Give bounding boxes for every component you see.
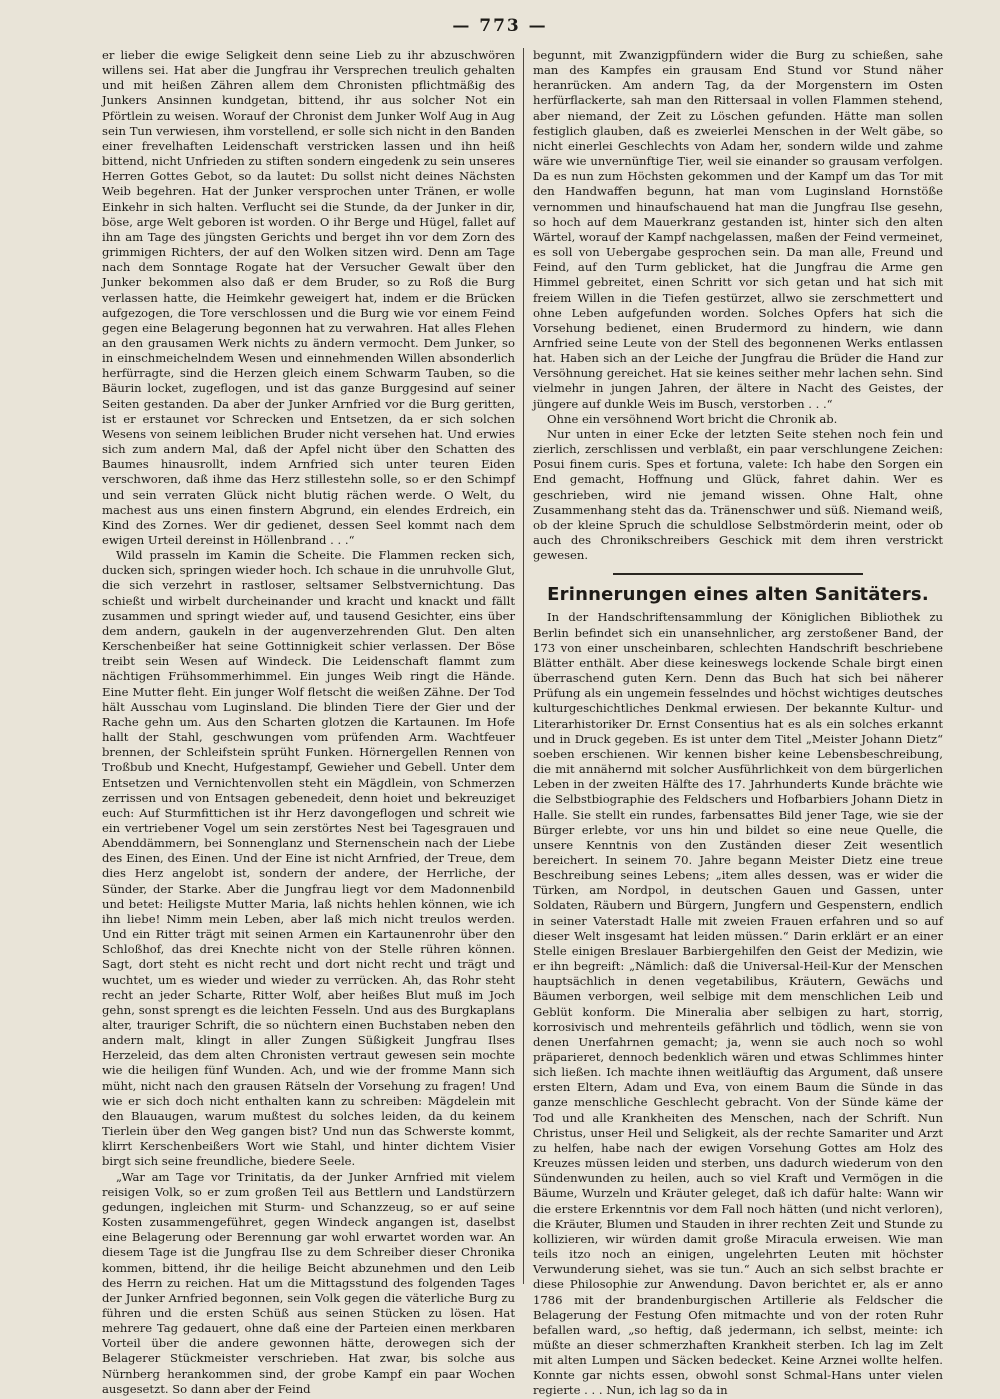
paragraph: In der Handschriftensammlung der Königlichen Bibliothek zu Berlin befindet sich ein unansehnlicher, arg zerstoßener Band, der 173 von einer unscheinbaren, schlechten Handschrift beschriebene Blätter enthält. Aber diese keineswegs lockende Schale birgt einen überraschend guten Kern. Denn das Buch hat sich bei näherer Prüfung als ein ungemein fesselndes und höchst wichtiges deutsches kulturgeschichtliches Denkmal erwiesen. Der bekannte Kultur- und Literarhistoriker Dr. Ernst Consentius hat es als ein solches erkannt und in Druck gegeben. Es ist unter dem Titel „Meister Johann Dietz“ soeben erschienen. Wir kennen bisher keine Lebensbeschreibung, die mit annähernd mit solcher Ausführlichkeit von dem bürgerlichen Leben in der zweiten Hälfte des 17. Jahrhunderts Kunde brächte wie die Selbstbiographie des Feldschers und Hofbarbiers Johann Dietz in Halle. Sie stellt ein rundes, farbensattes Bild jener Tage, wie sie der Bürger erlebte, vor uns hin und bildet so eine neue Quelle, die unsere Kenntnis von den Zuständen dieser Zeit wesentlich bereichert. In seinem 70. Jahre begann Meister Dietz eine treue Beschreibung seines Lebens; „item alles dessen, was er wider die Türken, am Nordpol, in deutschen Gauen und Gassen, unter Soldaten, Räubern und Bürgern, Jungfern und Gespenstern, endlich in seiner Vaterstadt Halle mit zweien Frauen erfahren und so auf dieser Welt insgesamt hat leiden müssen.“ Darin erklärt er an einer Stelle einigen Breslauer Barbiergehilfen den Geist der Medizin, wie er ihn begreift: „Nämlich: daß die Universal-Heil-Kur der Menschen hauptsächlich in denen vegetabilibus, Kräutern, Gewächs und Bäumen verborgen, weil selbige mit dem menschlichen Leib und Geblüt konform. Die Mineralia aber selbigen zu hart, storrig, korrosivisch und mehrenteils gefährlich und tödlich, wenn sie von denen Unerfahrnen gemacht; ja, wenn sie auch noch so wohl präparieret, dennoch bedenklich wären und etwas Schlimmes hinter sich ließen. Ich machte ihnen weitläuftig das Argument, daß unsere ersten Eltern, Adam und Eva, von einem Baum die Sünde in das ganze menschliche Geschlecht gebracht. Von der Sünde käme der Tod und alle Krankheiten des Menschen, nach der Schrift. Nun Christus, unser Heil und Seligkeit, als der rechte Samariter und Arzt zu helfen, habe nach der ewigen Vorsehung Gottes am Holz des Kreuzes müssen leiden und sterben, uns dadurch wiederum von den Sündenwunden zu heilen, auch so viel Kraft und Vermögen in die Bäume, Wurzeln und Kräuter geleget, daß ich dafür halte: Wann wir die erstere Erkenntnis vor dem Fall noch hätten (und nicht verloren), die Kräuter, Blumen und Stauden in ihrer rechten Zeit und Stunde zu kollizieren, wir würden damit große Miracula erweisen. Wie man teils itzo noch an einigen, ungelehrten Leuten mit höchster Verwunderung siehet, was sie tun.“ Auch an sich selbst brachte er diese Philosophie zur Anwendung. Davon berichtet er, als er anno 1786 mit der brandenburgischen Artillerie als Feldscher die Belagerung der Festung Ofen mitmachte und von der roten Ruhr befallen ward, „so heftig, daß jedermann, ich selbst, meinte: ich müßte an dieser schmerzhaften Krankheit sterben. Ich lag im Zelt mit alten Lumpen und Säcken bedecket. Keine Arznei wollte helfen. Konnte gar nichts essen, obwohl sonst Schmal-Hans unter vielen regierte . . . Nun, ich lag so da in xyxy=(533,610,943,1398)
left-column xyxy=(102,48,515,1396)
paragraph: „War am Tage vor Trinitatis, da der Junker Arnfried mit vielem reisigen Volk, so er zum großen Teil aus Bettlern und Landstürzern gedungen, ingleichen mit Sturm- und Schanzzeug, so er auf seine Kosten zusammengeführet, gegen Windeck angangen ist, daselbst eine Belagerung oder Berennung gar wohl erwartet worden war. An diesem Tage ist die Jungfrau Ilse zu dem Schreiber dieser Chronika kommen, bittend, ihr die heilige Beicht abzunehmen und den Leib des Herrn zu reichen. Hat um die Mittagsstund des folgenden Tages der Junker Arnfried begonnen, sein Volk gegen die väterliche Burg zu führen und die ersten Schüß aus seinen Stücken zu lösen. Hat mehrere Tag gedauert, ohne daß eine der Parteien einen merkbaren Vorteil über die andere gewonnen hätte, derowegen sich der Belagerer Stückmeister verschrieben. Hat zwar, bis solche aus Nürnberg herankommen sind, der grobe Kampf ein paar Wochen ausgesetzt. So dann aber der Feind xyxy=(102,1169,515,1396)
paragraph: begunnt, mit Zwanzigpfündern wider die Burg zu schießen, sahe man des Kampfes ein grausam End Stund vor Stund näher heranrücken. Am andern Tag, da der Morgenstern im Osten herfürflackerte, sah man den Rittersaal in vollen Flammen stehend, aber niemand, der Zeit zu Löschen gefunden. Hätte man sollen festiglich glauben, daß es zweierlei Menschen in der Welt gäbe, so nicht einerlei Geschlechts von Adam her, sondern wilde und zahme wäre wie unvernünftige Tier, weil sie einander so grausam verfolgen. Da es nun zum Höchsten gekommen und der Kampf um das Tor mit den Handwaffen begunn, hat man vom Luginsland Hornstöße vernommen und hinaufschauend hat man die Jungfrau Ilse gesehn, so hoch auf dem Mauerkranz gestanden ist, hinter sich den alten Wärtel, worauf der Kampf nachgelassen, maßen der Feind vermeinet, es soll von Uebergabe gesprochen sein. Da man alle, Freund und Feind, auf den Turm geblicket, hat die Jungfrau die Arme gen Himmel gebreitet, einen Schritt vor sich getan und hat sich mit freiem Willen in die Tiefen gestürzet, allwo sie zerschmettert und ohne Leben aufgefunden worden. Solches Opfers hat sich die Vorsehung bedienet, einen Brudermord zu hindern, wie dann Arnfried seine Leute von der Stell des begonnenen Werks entlassen hat. Haben sich an der Leiche der Jungfrau die Brüder die Hand zur Versöhnung gereichet. Hat sie keines seither mehr lachen sehn. Sind vielmehr in jungen Jahren, der ältere in Nacht des Geistes, der jüngere auf dunkle Weis im Busch, verstorben . . .“ xyxy=(533,48,943,411)
paragraph: Nur unten in einer Ecke der letzten Seite stehen noch fein und zierlich, zerschlissen und verblaßt, ein paar verschlungene Zeichen: Posui finem curis. Spes et fortuna, valete: Ich habe den Sorgen ein End gemacht, Hoffnung und Glück, fahret dahin. Wer es geschrieben, wird nie jemand wissen. Ohne Halt, ohne Zusammenhang steht das da. Tränenschwer und süß. Niemand weiß, ob der kleine Spruch die schuldlose Selbstmörderin meint, oder ob auch des Chronikschreibers Geschick mit dem ihren verstrickt gewesen. xyxy=(533,426,943,563)
article-title: Erinnerungen eines alten Sanitäters. xyxy=(547,584,929,606)
paragraph: Wild prasseln im Kamin die Scheite. Die Flammen recken sich, ducken sich, springen wieder hoch. Ich schaue in die unruhvolle Glut, die sich verzehrt in rastloser, seltsamer Selbstvernichtung. Das schießt und wirbelt durcheinander und kracht und knackt und fällt zusammen und springt wieder auf, und tausend Gesichter, eins über dem andern, gaukeln in der augenverzehrenden Glut. Den alten Kerschenbeißer hat seine Gottinnigkeit schier verlassen. Der Böse treibt sein Wesen auf Windeck. Die Leidenschaft flammt zum nächtigen Frühsommerhimmel. Ein junges Weib ringt die Hände. Eine Mutter fleht. Ein junger Wolf fletscht die weißen Zähne. Der Tod hält Ausschau vom Luginsland. Die blinden Tiere der Gier und der Rache gehn um. Aus den Scharten glotzen die Kartaunen. Im Hofe hallt der Stahl, geschwungen vom prüfenden Arm. Wachtfeuer brennen, der Schleifstein sprüht Funken. Hörnergellen Rennen von Troßbub und Knecht, Hufgestampf, Gewieher und Gebell. Unter dem Entsetzen und Vernichtenvollen steht ein Mägdlein, von Schmerzen zerrissen und von Entsagen gebenedeit, denn hoiet und bekreuziget euch: Auf Sturmfittichen ist ihr Herz davongeflogen und schreit wie ein vertriebener Vogel um sein zerstörtes Nest bei Tagesgrauen und Abenddämmern, bei Sonnenglanz und Sternenschein nach der Liebe des Einen, des Einen. Und der Eine ist nicht Arnfried, der Treue, dem dies Herz angelobt ist, sondern der andere, der Herrliche, der Sünder, der Starke. Aber die Jungfrau liegt vor dem Madonnenbild und betet: Heiligste Mutter Maria, laß nichts hehlen können, wie ich ihn liebe! Nimm mein Leben, aber laß mich nicht treulos werden. Und ein Ritter trägt mit seinen Armen ein Kartaunenrohr über den Schloßhof, das drei Knechte nicht von der Stelle rühren können. Sagt, dort steht es nicht recht und dort nicht recht und trägt und wuchtet, um es wieder und wieder zu verrücken. Ah, das Rohr steht recht an jeder Scharte, Ritter Wolf, aber heißes Blut muß im Joch gehn, sonst sprengt es die leichten Fesseln. Und aus des Burgkaplans alter, trauriger Schrift, die so nüchtern einen Buchstaben neben den andern malt, klingt in aller Zungen Süßigkeit Jungfrau Ilses Herzeleid, das dem alten Chronisten vertraut gewesen sein mochte wie die heiligen fünf Wunden. Ach, und wie der fromme Mann sich müht, nicht nach den grausen Rätseln der Vorsehung zu fragen! Und wie er sich doch nicht enthalten kann zu schreiben: Mägdelein mit den Blauaugen, warum mußtest du solches leiden, da du keinem Tierlein über den Weg gangen bist? Und nun das Schwerste kommt, klirrt Kerschenbeißers Wort wie Stahl, und hinter dichtem Visier birgt sich seine freundliche, biedere Seele. xyxy=(102,548,515,1169)
paragraph: Ohne ein versöhnend Wort bricht die Chronik ab. xyxy=(547,411,838,426)
right-column xyxy=(533,48,943,1398)
page-number: — 773 — xyxy=(452,16,548,36)
section-divider xyxy=(613,573,863,575)
column-rule xyxy=(523,48,524,1284)
paragraph: er lieber die ewige Seligkeit denn seine Lieb zu ihr abzuschwören willens sei. Hat aber die Jungfrau ihr Versprechen treulich gehalten und mit heißen Zähren allem dem Chronisten pflichtmäßig des Junkers Ansinnen kundgetan, bittend, ihr aus solcher Not ein Pförtlein zu weisen. Worauf der Chronist dem Junker Wolf Aug in Aug sein Tun verwiesen, ihm vorstellend, er solle sich nicht in den Banden einer frevelhaften Leidenschaft verstricken lassen und ihn heiß bittend, nicht Unfrieden zu stiften sondern eingedenk zu sein unseres Herren Gottes Gebot, so da lautet: Du sollst nicht deines Nächsten Weib begehren. Hat der Junker versprochen unter Tränen, er wolle Einkehr in sich halten. Verflucht sei die Stunde, da der Junker in dir, böse, arge Welt geboren ist worden. O ihr Berge und Hügel, fallet auf ihn am Tage des jüngsten Gerichts und berget ihn vor dem Zorn des grimmigen Richters, der auf den Wolken sitzen wird. Denn am Tage nach dem Sonntage Rogate hat der Versucher Gewalt über den Junker bekommen also daß er dem Bruder, so zu Roß die Burg verlassen hatte, die Heimkehr geweigert hat, indem er die Brücken aufgezogen, die Tore verschlossen und die Burg wie vor einem Feind gegen eine Belagerung begonnen hat zu verwahren. Hat alles Flehen an den grausamen Werk nichts zu ändern vermocht. Dem Junker, so in einschmeichelndem Wesen und einnehmenden Willen absonderlich herfürragte, sind die Herzen gleich einem Schwarm Tauben, so die Bäurin locket, zugeflogen, und ist das ganze Burggesind auf seiner Seiten gestanden. Da aber der Junker Arnfried vor die Burg geritten, ist er erstaunet vor Schrecken und Entsetzen, da er sich solchen Wesens von seinem leiblichen Bruder nicht versehen hat. Und erwies sich zum andern Mal, daß der Apfel nicht über den Schatten des Baumes hinausrollt, indem Arnfried sich unter teuren Eiden verschworen, daß ihme das Herz stillestehn solle, so er den Schimpf und sein verraten Glück nicht blutig rächen werde. O Welt, du machest aus uns einen finstern Abgrund, ein elendes Erdreich, ein Kind des Zornes. Wer dir gedienet, dessen Seel kommt nach dem ewigen Urteil dereinst in Höllenbrand . . .“ xyxy=(102,48,515,547)
